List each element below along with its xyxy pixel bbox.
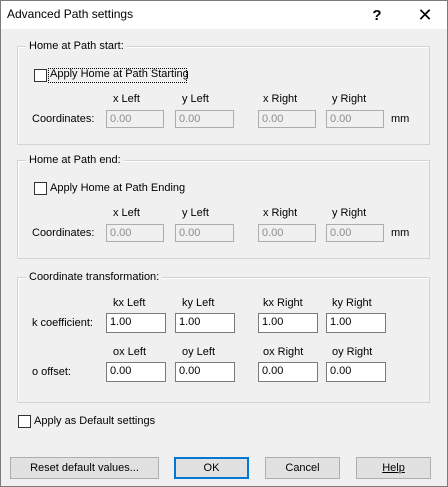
o-header-oy-right: oy Right bbox=[332, 346, 373, 358]
home-end-header-x-left: x Left bbox=[113, 207, 140, 219]
home-start-header-y-right: y Right bbox=[332, 93, 367, 105]
home-start-checkbox[interactable] bbox=[34, 69, 47, 82]
home-start-group bbox=[17, 40, 430, 145]
coordinate-transformation-group bbox=[17, 271, 430, 403]
home-start-header-y-left: y Left bbox=[182, 93, 209, 105]
title-bar bbox=[1, 1, 447, 29]
home-end-header-x-right: x Right bbox=[263, 207, 298, 219]
ky-right-field[interactable]: 1.00 bbox=[326, 313, 386, 333]
cancel-button-label: Cancel bbox=[285, 462, 320, 474]
apply-default-checkbox[interactable] bbox=[18, 415, 31, 428]
home-start-coordinates-label: Coordinates: bbox=[32, 113, 95, 125]
oy-right-field[interactable]: 0.00 bbox=[326, 362, 386, 382]
home-end-header-y-right: y Right bbox=[332, 207, 367, 219]
home-end-y-left-field[interactable]: 0.00 bbox=[175, 224, 234, 242]
home-end-legend: Home at Path end: bbox=[26, 154, 124, 166]
help-button[interactable] bbox=[356, 457, 431, 479]
o-header-ox-left: ox Left bbox=[113, 346, 147, 358]
oy-left-field[interactable]: 0.00 bbox=[175, 362, 235, 382]
home-start-y-left-field[interactable]: 0.00 bbox=[175, 110, 234, 128]
dialog-client bbox=[1, 29, 447, 486]
ox-right-field[interactable]: 0.00 bbox=[258, 362, 318, 382]
home-start-y-right-field[interactable]: 0.00 bbox=[326, 110, 384, 128]
help-button-label: Help bbox=[382, 462, 405, 474]
coordinate-transformation-legend: Coordinate transformation: bbox=[26, 271, 162, 283]
k-header-kx-right: kx Right bbox=[263, 297, 303, 309]
cancel-button[interactable] bbox=[265, 457, 340, 479]
home-start-unit: mm bbox=[391, 113, 410, 125]
close-icon[interactable]: ✕ bbox=[417, 4, 433, 25]
home-start-header-x-right: x Right bbox=[263, 93, 298, 105]
home-end-group bbox=[17, 154, 430, 259]
help-icon[interactable]: ? bbox=[372, 6, 382, 24]
home-start-header-x-left: x Left bbox=[113, 93, 140, 105]
ox-left-field[interactable]: 0.00 bbox=[106, 362, 166, 382]
o-header-oy-left: oy Left bbox=[182, 346, 216, 358]
home-end-checkbox-label[interactable]: Apply Home at Path Ending bbox=[50, 182, 186, 194]
home-start-x-right-field[interactable]: 0.00 bbox=[258, 110, 316, 128]
window-title: Advanced Path settings bbox=[7, 7, 134, 21]
k-header-ky-left: ky Left bbox=[182, 297, 215, 309]
kx-left-field[interactable]: 1.00 bbox=[106, 313, 166, 333]
home-end-x-left-field[interactable]: 0.00 bbox=[106, 224, 164, 242]
home-start-x-left-field[interactable]: 0.00 bbox=[106, 110, 164, 128]
home-end-unit: mm bbox=[391, 227, 410, 239]
ok-button[interactable] bbox=[174, 457, 249, 479]
reset-button-label: Reset default values... bbox=[30, 462, 139, 474]
k-header-ky-right: ky Right bbox=[332, 297, 372, 309]
ok-button-label: OK bbox=[203, 462, 220, 474]
ky-left-field[interactable]: 1.00 bbox=[175, 313, 235, 333]
reset-default-values-button[interactable] bbox=[10, 457, 159, 479]
o-offset-label: o offset: bbox=[32, 366, 71, 378]
apply-default-label[interactable]: Apply as Default settings bbox=[34, 415, 156, 427]
kx-right-field[interactable]: 1.00 bbox=[258, 313, 318, 333]
home-start-legend: Home at Path start: bbox=[26, 40, 127, 52]
k-coefficient-label: k coefficient: bbox=[32, 317, 93, 329]
home-end-y-right-field[interactable]: 0.00 bbox=[326, 224, 384, 242]
home-end-x-right-field[interactable]: 0.00 bbox=[258, 224, 316, 242]
o-header-ox-right: ox Right bbox=[263, 346, 304, 358]
k-header-kx-left: kx Left bbox=[113, 297, 146, 309]
home-end-header-y-left: y Left bbox=[182, 207, 209, 219]
home-end-coordinates-label: Coordinates: bbox=[32, 227, 95, 239]
home-end-checkbox[interactable] bbox=[34, 182, 47, 195]
home-start-checkbox-label[interactable]: Apply Home at Path Starting bbox=[50, 68, 189, 80]
